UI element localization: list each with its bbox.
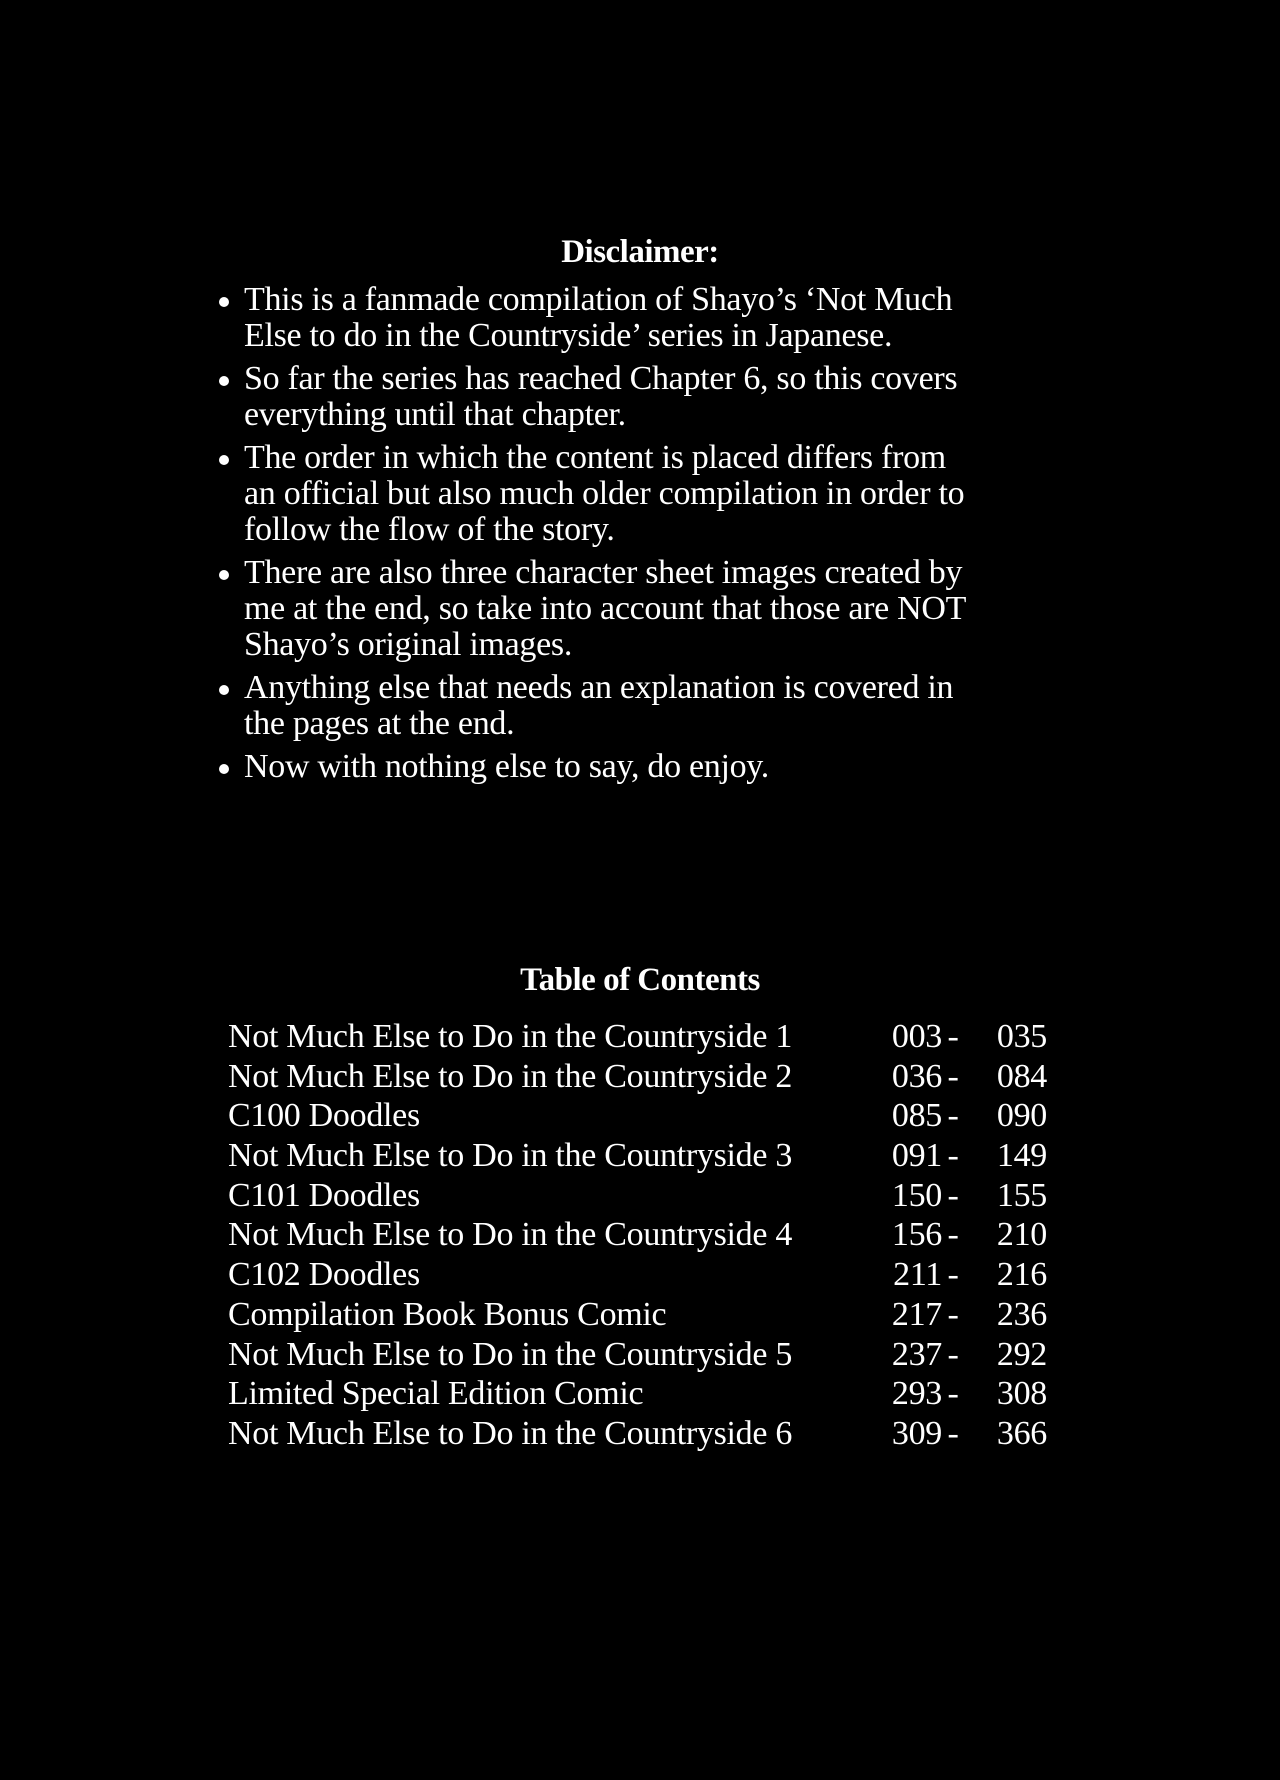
toc-row bbox=[228, 1176, 1047, 1216]
toc-entry-name: Limited Special Edition Comic bbox=[228, 1375, 644, 1413]
toc-entry-name: C100 Doodles bbox=[228, 1097, 420, 1135]
toc-page-end: 216 bbox=[996, 1256, 1047, 1294]
toc-page-end: 292 bbox=[996, 1335, 1047, 1373]
toc-separator: - bbox=[947, 1375, 959, 1413]
toc-page-end: 155 bbox=[996, 1176, 1047, 1214]
disclaimer-line: everything until that chapter. bbox=[244, 396, 626, 433]
toc-separator: - bbox=[947, 1137, 959, 1175]
toc-row bbox=[228, 1017, 1047, 1057]
toc-entry-name: Not Much Else to Do in the Countryside 1 bbox=[228, 1018, 793, 1055]
toc-page-start: 293 bbox=[891, 1375, 942, 1413]
toc-entry-name: Not Much Else to Do in the Countryside 3 bbox=[228, 1137, 793, 1175]
disclaimer-item bbox=[219, 282, 966, 354]
bullet-icon bbox=[219, 570, 229, 580]
disclaimer-line: There are also three character sheet images created by bbox=[244, 554, 963, 591]
toc-page-start: 156 bbox=[891, 1216, 942, 1254]
disclaimer-item bbox=[219, 749, 966, 785]
toc-page-end: 035 bbox=[996, 1018, 1047, 1055]
toc-entry-name: Compilation Book Bonus Comic bbox=[228, 1295, 667, 1333]
toc-page-start: 150 bbox=[891, 1176, 942, 1214]
bullet-icon bbox=[219, 685, 229, 695]
toc-separator: - bbox=[947, 1018, 959, 1055]
toc-page-start: 091 bbox=[891, 1137, 942, 1175]
toc-separator: - bbox=[947, 1216, 959, 1254]
toc-separator: - bbox=[947, 1176, 959, 1214]
disclaimer-line: Else to do in the Countryside’ series in Japanese. bbox=[244, 317, 893, 354]
disclaimer-line: So far the series has reached Chapter 6, so this covers bbox=[244, 360, 958, 397]
disclaimer-item bbox=[219, 440, 966, 548]
toc-row bbox=[228, 1215, 1047, 1255]
disclaimer-list bbox=[219, 282, 966, 792]
disclaimer-line: follow the flow of the story. bbox=[244, 511, 615, 548]
toc-row bbox=[228, 1057, 1047, 1097]
toc-entry-name: Not Much Else to Do in the Countryside 6 bbox=[228, 1414, 793, 1452]
bullet-icon bbox=[219, 455, 229, 465]
toc-page-end: 210 bbox=[996, 1216, 1047, 1254]
toc-row bbox=[228, 1295, 1047, 1335]
toc-page-end: 090 bbox=[996, 1097, 1047, 1135]
disclaimer-line: an official but also much older compilation in order to bbox=[244, 475, 965, 512]
toc-page-end: 236 bbox=[996, 1295, 1047, 1333]
toc-separator: - bbox=[947, 1256, 959, 1294]
toc-separator: - bbox=[947, 1335, 959, 1373]
toc-separator: - bbox=[947, 1414, 959, 1452]
toc-row bbox=[228, 1096, 1047, 1136]
disclaimer-line: This is a fanmade compilation of Shayo’s ‘Not Much bbox=[244, 281, 953, 318]
toc-page-start: 085 bbox=[891, 1097, 942, 1135]
disclaimer-line: The order in which the content is placed differs from bbox=[244, 439, 946, 476]
disclaimer-item bbox=[219, 361, 966, 433]
bullet-icon bbox=[219, 376, 229, 386]
toc-page-start: 217 bbox=[891, 1295, 942, 1333]
toc-page-end: 308 bbox=[996, 1375, 1047, 1413]
toc-page-start: 211 bbox=[893, 1256, 942, 1294]
toc-row bbox=[228, 1255, 1047, 1295]
disclaimer-title: Disclaimer: bbox=[561, 234, 719, 270]
bullet-icon bbox=[219, 764, 229, 774]
toc-row bbox=[228, 1414, 1047, 1454]
toc-row bbox=[228, 1136, 1047, 1176]
bullet-icon bbox=[219, 297, 229, 307]
toc-page-end: 149 bbox=[996, 1137, 1047, 1175]
toc-separator: - bbox=[947, 1057, 959, 1095]
toc-table bbox=[228, 1017, 1047, 1454]
toc-row bbox=[228, 1374, 1047, 1414]
toc-page-start: 003 bbox=[891, 1018, 942, 1055]
disclaimer-line: me at the end, so take into account that those are NOT bbox=[244, 590, 967, 627]
toc-page-end: 366 bbox=[996, 1414, 1047, 1452]
disclaimer-item bbox=[219, 555, 966, 663]
disclaimer-line: Now with nothing else to say, do enjoy. bbox=[244, 748, 769, 785]
toc-page-start: 036 bbox=[891, 1057, 942, 1095]
toc-title: Table of Contents bbox=[520, 962, 760, 998]
toc-page-start: 237 bbox=[891, 1335, 942, 1373]
disclaimer-line: Anything else that needs an explanation is covered in bbox=[244, 669, 954, 706]
disclaimer-line: the pages at the end. bbox=[244, 705, 515, 742]
toc-entry-name: Not Much Else to Do in the Countryside 5 bbox=[228, 1335, 793, 1373]
toc-entry-name: Not Much Else to Do in the Countryside 2 bbox=[228, 1057, 793, 1095]
toc-page-start: 309 bbox=[891, 1414, 942, 1452]
toc-row bbox=[228, 1335, 1047, 1375]
toc-separator: - bbox=[947, 1295, 959, 1333]
toc-entry-name: Not Much Else to Do in the Countryside 4 bbox=[228, 1216, 793, 1254]
toc-page-end: 084 bbox=[996, 1057, 1047, 1095]
toc-entry-name: C102 Doodles bbox=[228, 1256, 420, 1294]
disclaimer-line: Shayo’s original images. bbox=[244, 626, 573, 663]
disclaimer-item bbox=[219, 670, 966, 742]
toc-separator: - bbox=[947, 1097, 959, 1135]
toc-entry-name: C101 Doodles bbox=[228, 1176, 420, 1214]
